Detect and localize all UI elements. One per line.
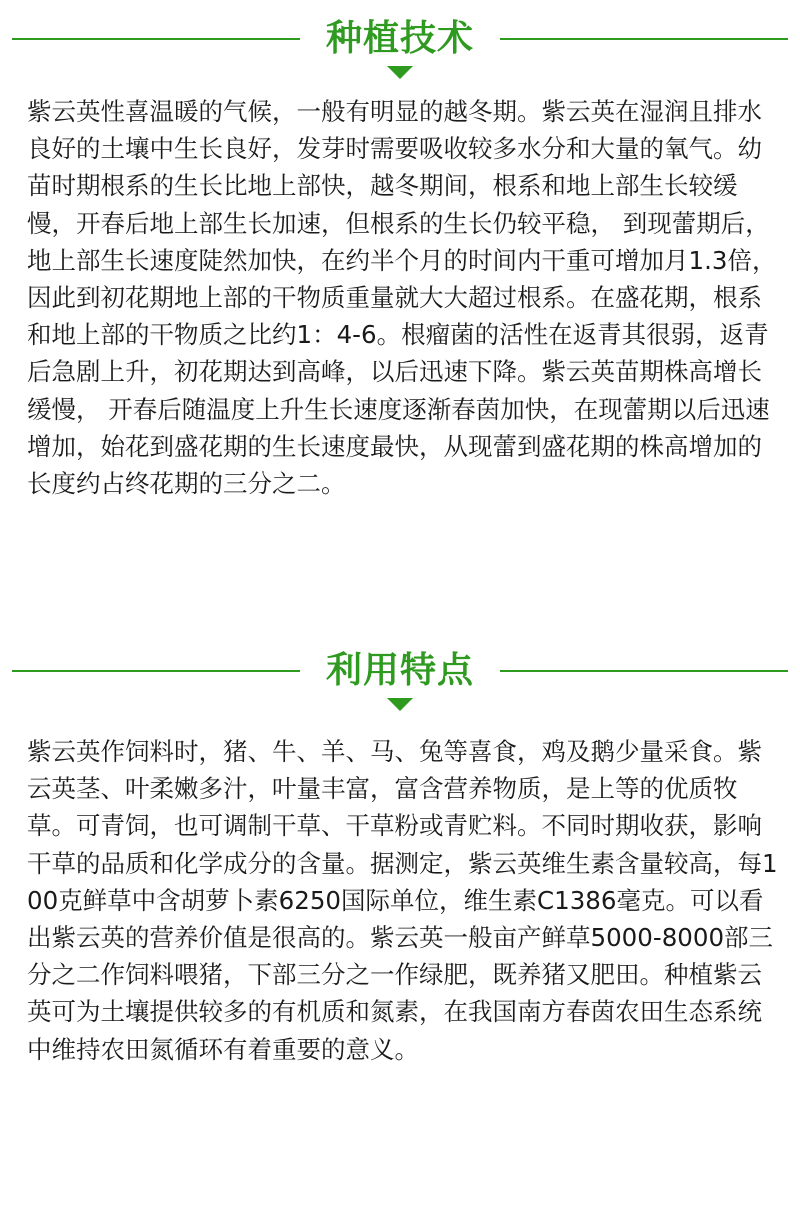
section-body-usage: 紫云英作饲料时，猪、牛、羊、马、兔等喜食，鸡及鹅少量采食。紫云英茎、叶柔嫩多汁，叶量丰富，富含营养物质，是上等的优质牧草。可青饲，也可调制干草、干草粉或青贮料。不同时期收获，影响干草的品质和化学成分的含量。据测定，紫云英维生素含量较高，每100克鲜草中含胡萝卜素6250国际单位，维生素C1386毫克。可以看出紫云英的营养价值是很高的。紫云英一般亩产鲜草5000-8000部三分之二作饲料喂猪，下部三分之一作绿肥，既养猪又肥田。种植紫云英可为土壤提供较多的有机质和氮素，在我国南方春茵农田生态系统中维持农田氮循环有着重要的意义。 bbox=[27, 737, 778, 1064]
triangle-down-icon bbox=[387, 66, 413, 79]
divider-line-right bbox=[500, 38, 788, 40]
triangle-down-icon bbox=[387, 698, 413, 711]
section-header-planting bbox=[0, 18, 800, 88]
divider-line-left bbox=[12, 38, 300, 40]
divider-line-right bbox=[500, 670, 788, 672]
section-title-planting: 种植技术 bbox=[325, 18, 474, 59]
divider-line-left bbox=[12, 670, 300, 672]
section-header-usage bbox=[0, 650, 800, 720]
section-title-usage: 利用特点 bbox=[325, 650, 474, 691]
section-body-planting: 紫云英性喜温暖的气候，一般有明显的越冬期。紫云英在湿润且排水良好的土壤中生长良好，发芽时需要吸收较多水分和大量的氧气。幼苗时期根系的生长比地上部快，越冬期间，根系和地上部生长较缓慢，开春后地上部生长加速，但根系的生长仍较平稳， 到现蕾期后，地上部生长速度陡然加快，在约半个月的时间内干重可增加月1.3倍，因此到初花期地上部的干物质重量就大大超过根系。在盛花期，根系和地上部的干物质之比约1：4-6。根瘤菌的活性在返青其很弱，返青后急剧上升，初花期达到高峰，以后迅速下降。紫云英苗期株高增长缓慢， 开春后随温度上升生长速度逐渐春茵加快，在现蕾期以后迅速增加，始花到盛花期的生长速度最快，从现蕾到盛花期的株高增加的长度约占终花期的三分之二。 bbox=[27, 97, 777, 499]
